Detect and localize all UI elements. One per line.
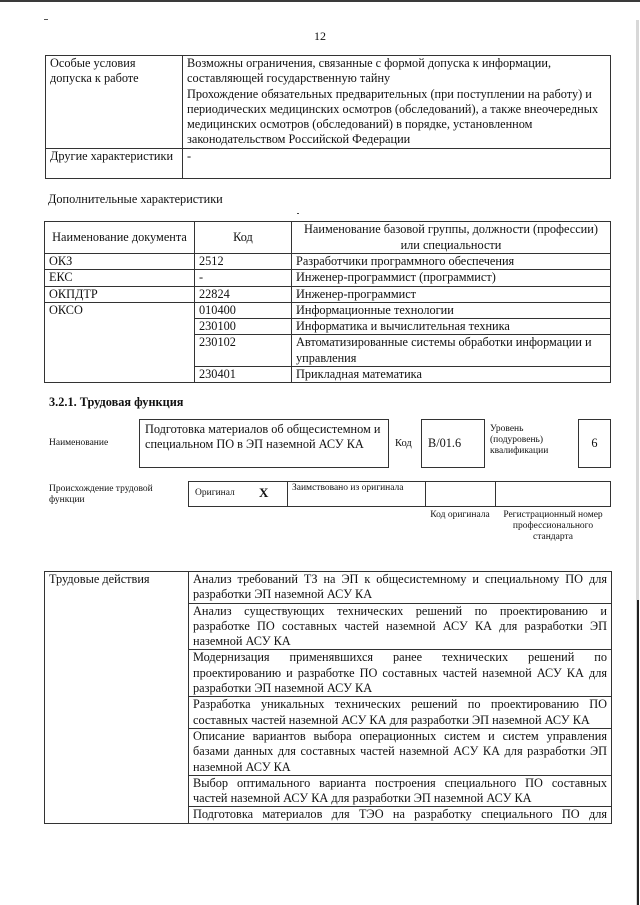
cell-doc: ЕКС bbox=[45, 270, 195, 286]
level-label: Уровень (подуровень) квалификации bbox=[490, 424, 549, 456]
action-item: Описание вариантов выбора операционных систем и систем управления базами данных для составных частей наземной АСУ КА для разработки ЭП наземной АСУ КА bbox=[189, 728, 612, 775]
row-value: - bbox=[183, 148, 611, 178]
table-header-row bbox=[45, 222, 611, 254]
cell-name: Информатика и вычислительная техника bbox=[292, 319, 611, 335]
conditions-table bbox=[45, 55, 611, 179]
function-name-box: Подготовка материалов об общесистемном и специальном ПО в ЭП наземной АСУ КА bbox=[139, 419, 389, 468]
row-value bbox=[183, 56, 611, 149]
cell-doc: ОКЗ bbox=[45, 254, 195, 270]
page-number: 12 bbox=[314, 29, 326, 43]
cell-name: Инженер-программист bbox=[292, 286, 611, 302]
scan-right-edge-dark bbox=[637, 600, 639, 905]
action-item: Выбор оптимального варианта построения специального ПО составных частей наземной АСУ КА для разработки ЭП наземной АСУ КА bbox=[189, 775, 612, 807]
origin-borrowed-cell bbox=[288, 482, 426, 506]
action-item: Подготовка материалов для ТЭО на разработку специального ПО для bbox=[189, 807, 612, 823]
cell-name: Инженер-программист (программист) bbox=[292, 270, 611, 286]
row-label: Особые условия допуска к работе bbox=[46, 56, 183, 149]
origin-original-cell bbox=[189, 482, 288, 506]
function-code-box: B/01.6 bbox=[421, 419, 485, 468]
section-title: 3.2.1. Трудовая функция bbox=[49, 395, 184, 409]
cell-name: Автоматизированные системы обработки информации и управления bbox=[292, 335, 611, 367]
section-subheading: Дополнительные характеристики bbox=[48, 192, 223, 206]
header-doc: Наименование документа bbox=[45, 222, 195, 254]
action-item: Анализ существующих технических решений по проектированию и разработке ПО составных частей наземной АСУ КА для разработки ЭП наземной АСУ КА bbox=[189, 603, 612, 650]
scan-mark bbox=[44, 19, 48, 20]
cell-doc: ОКПДТР bbox=[45, 286, 195, 302]
cell-code: 2512 bbox=[195, 254, 292, 270]
origin-code-cell bbox=[426, 482, 496, 506]
scan-top-edge bbox=[0, 0, 640, 2]
cell-name: Информационные технологии bbox=[292, 302, 611, 318]
condition-line: Прохождение обязательных предварительных (при поступлении на работу) и периодических медицинских осмотров (обследований), а также внеочередных медицинских осмотров (обследований) в порядке, установленном законодательством Российской Федерации bbox=[187, 86, 599, 147]
cell-name: Разработчики программного обеспечения bbox=[292, 254, 611, 270]
condition-line: Возможны ограничения, связанные с формой допуска к информации, составляющей государственную тайну bbox=[187, 56, 552, 86]
origin-code-caption: Код оригинала bbox=[430, 510, 490, 520]
origin-box bbox=[188, 481, 611, 507]
name-label: Наименование bbox=[49, 438, 109, 448]
table-row bbox=[45, 302, 611, 318]
labor-actions-table bbox=[44, 571, 612, 824]
cell-code: 230401 bbox=[195, 367, 292, 383]
action-item: Анализ требований ТЗ на ЭП к общесистемному и специальному ПО для разработки ЭП наземной АСУ КА bbox=[189, 572, 612, 604]
cell-doc: ОКСО bbox=[45, 302, 195, 382]
code-label: Код bbox=[395, 438, 412, 449]
table-row bbox=[46, 148, 611, 178]
origin-mark: X bbox=[259, 485, 269, 500]
origin-original-label: Оригинал bbox=[195, 488, 235, 498]
origin-reg-cell bbox=[496, 482, 610, 506]
cell-name: Прикладная математика bbox=[292, 367, 611, 383]
origin-reg-caption: Регистрационный номер профессионального стандарта bbox=[503, 510, 603, 542]
action-item: Модернизация применявшихся ранее технических решений по проектированию и разработке ПО составных частей наземной АСУ КА для разработки ЭП наземной АСУ КА bbox=[189, 650, 612, 697]
additional-characteristics-table bbox=[44, 221, 611, 383]
table-row bbox=[46, 56, 611, 149]
level-box: 6 bbox=[578, 419, 611, 468]
origin-label: Происхождение трудовой функции bbox=[49, 484, 153, 505]
cell-code: - bbox=[195, 270, 292, 286]
cell-code: 230102 bbox=[195, 335, 292, 367]
table-row bbox=[45, 254, 611, 270]
scan-mark bbox=[297, 213, 299, 214]
cell-code: 22824 bbox=[195, 286, 292, 302]
cell-code: 010400 bbox=[195, 302, 292, 318]
row-label: Другие характеристики bbox=[46, 148, 183, 178]
table-row bbox=[45, 572, 612, 604]
action-item: Разработка уникальных технических решений по проектированию ПО составных частей наземной АСУ КА для разработки ЭП наземной АСУ КА bbox=[189, 697, 612, 729]
table-row bbox=[45, 270, 611, 286]
header-code: Код bbox=[195, 222, 292, 254]
header-name: Наименование базовой группы, должности (профессии) или специальности bbox=[292, 222, 611, 254]
origin-borrowed-label: Заимствовано из оригинала bbox=[292, 483, 404, 493]
actions-label: Трудовые действия bbox=[45, 572, 189, 824]
table-row bbox=[45, 286, 611, 302]
cell-code: 230100 bbox=[195, 319, 292, 335]
